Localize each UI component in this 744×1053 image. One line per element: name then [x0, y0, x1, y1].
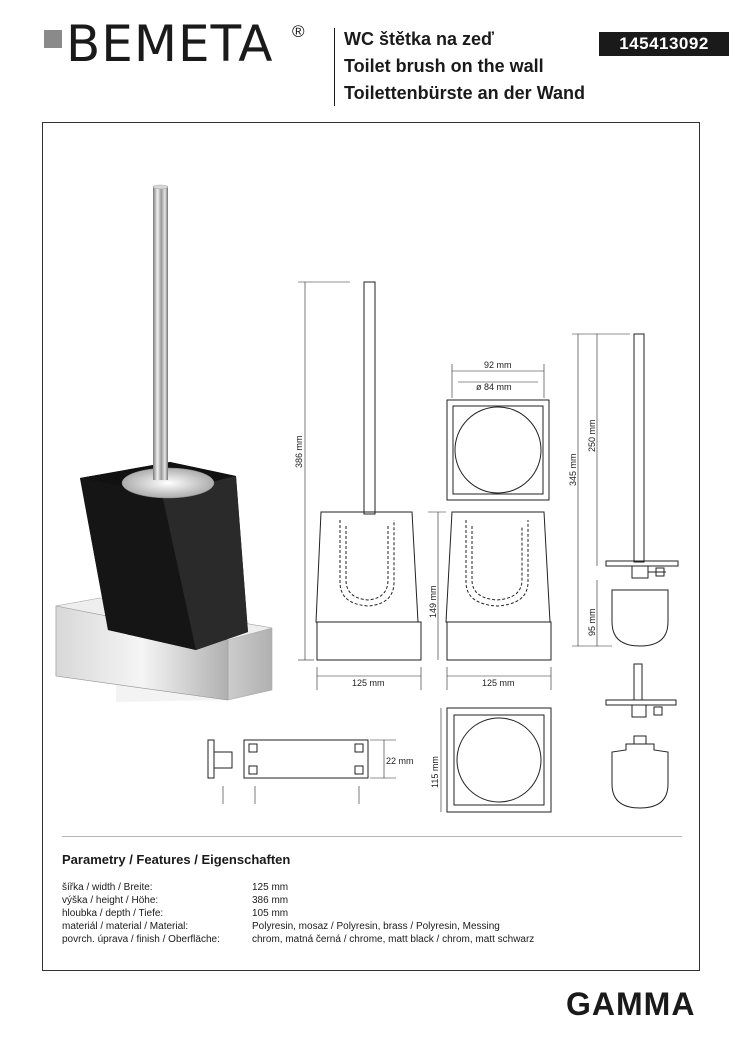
dim-handle: 250 mm — [587, 419, 597, 452]
title-en: Toilet brush on the wall — [344, 56, 544, 76]
spec-label: materiál / material / Material: — [62, 921, 189, 932]
dim-brush-total: 345 mm — [568, 453, 578, 486]
dim-base-width-side: 125 mm — [482, 678, 515, 688]
spec-value: 125 mm — [252, 882, 289, 893]
front-elevation — [316, 282, 421, 660]
spec-label: výška / height / Höhe: — [62, 895, 159, 906]
brush-head-detail — [606, 664, 676, 808]
spec-value: 386 mm — [252, 895, 289, 906]
spec-label: hloubka / depth / Tiefe: — [62, 908, 164, 919]
features-separator — [62, 836, 682, 837]
spec-value: chrom, matná černá / chrome, matt black / chrom, matt schwarz — [252, 934, 535, 945]
title-cz: WC štětka na zeď — [344, 29, 494, 49]
dim-top-diameter: ø 84 mm — [476, 382, 512, 392]
spec-value: 105 mm — [252, 908, 289, 919]
dim-base-depth: 115 mm — [430, 756, 440, 788]
series-name: GAMMA — [566, 986, 696, 1022]
spec-label: šířka / width / Breite: — [62, 882, 153, 893]
product-code: 145413092 — [599, 32, 729, 56]
title-de: Toilettenbürste an der Wand — [344, 83, 586, 103]
dim-top-width: 92 mm — [484, 360, 512, 370]
registered-mark: ® — [292, 22, 305, 41]
dim-brush-head: 95 mm — [587, 608, 597, 636]
wall-mount-detail — [208, 740, 396, 804]
brush-drawing — [572, 334, 678, 646]
bottom-view — [441, 708, 551, 812]
dim-height-total: 386 mm — [294, 435, 304, 468]
front-dimensions — [298, 282, 446, 690]
product-photo — [56, 185, 272, 702]
features-title: Parametry / Features / Eigenschaften — [62, 852, 291, 867]
spec-label: povrch. úprava / finish / Oberfläche: — [62, 934, 220, 945]
dim-bracket-height: 22 mm — [386, 756, 414, 766]
brand-logo: BEMETA — [66, 15, 274, 73]
dim-holder-height: 149 mm — [428, 585, 438, 618]
dim-base-width-front: 125 mm — [352, 678, 385, 688]
spec-value: Polyresin, mosaz / Polyresin, brass / Polyresin, Messing — [252, 921, 500, 932]
side-elevation — [446, 512, 551, 690]
